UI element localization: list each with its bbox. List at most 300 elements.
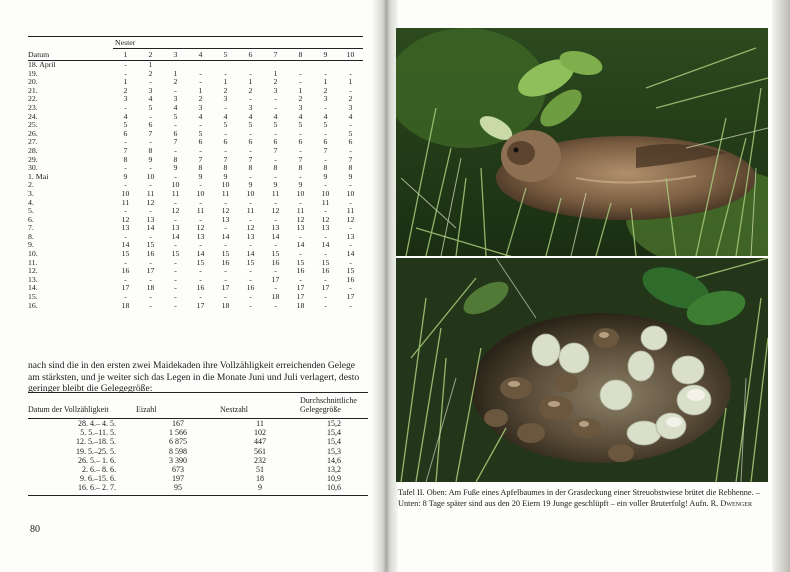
egg-total-cell: 8 598 <box>169 446 187 456</box>
egg-count-cell: 3 <box>273 85 278 95</box>
egg-count-cell: 5 <box>223 120 228 130</box>
egg-count-cell: - <box>299 274 302 284</box>
nest-total-cell: 102 <box>254 428 266 438</box>
nest-number-header: 6 <box>248 50 253 59</box>
egg-count-cell: - <box>224 197 227 207</box>
egg-count-cell: 11 <box>271 188 280 198</box>
egg-count-cell: - <box>224 274 227 284</box>
egg-count-cell: - <box>249 171 252 181</box>
egg-count-cell: - <box>274 283 277 293</box>
egg-count-cell: 9 <box>273 180 278 190</box>
col-header-eggs: Eizahl <box>136 393 220 419</box>
egg-count-cell: - <box>199 292 202 302</box>
blank-header-cell <box>28 37 113 49</box>
nest-egg-table <box>28 36 363 310</box>
date-cell: 15. <box>28 292 38 302</box>
egg-count-cell: 7 <box>248 154 253 164</box>
egg-count-cell: - <box>249 266 252 276</box>
egg-count-cell: 15 <box>346 266 355 276</box>
left-page <box>0 0 372 572</box>
egg-count-cell: 9 <box>148 154 153 164</box>
egg-count-cell: 10 <box>121 188 130 198</box>
table-row <box>28 147 363 156</box>
date-cell: 25. <box>28 120 38 130</box>
egg-count-cell: 14 <box>296 240 305 250</box>
egg-count-cell: 7 <box>223 154 228 164</box>
egg-count-cell: 16 <box>221 257 230 267</box>
egg-count-cell: 4 <box>298 111 303 121</box>
egg-count-cell: 17 <box>321 283 330 293</box>
egg-count-cell: - <box>199 197 202 207</box>
egg-count-cell: 6 <box>148 120 153 130</box>
egg-count-cell: - <box>174 214 177 224</box>
nest-total-cell: 18 <box>256 474 264 484</box>
table-row <box>28 284 363 293</box>
table-row <box>28 447 368 456</box>
egg-count-cell: - <box>149 292 152 302</box>
date-cell: 5. <box>28 206 34 216</box>
egg-count-cell: 14 <box>221 231 230 241</box>
egg-count-cell: - <box>149 180 152 190</box>
egg-count-cell: - <box>324 292 327 302</box>
clutch-size-table <box>28 392 368 496</box>
egg-count-cell: - <box>124 163 127 173</box>
egg-total-cell: 95 <box>136 483 220 495</box>
egg-count-cell: 14 <box>246 249 255 259</box>
egg-total-cell: 197 <box>172 474 184 484</box>
egg-count-cell: 3 <box>323 94 328 104</box>
date-cell: 29. <box>28 154 38 164</box>
egg-count-cell: 8 <box>223 163 228 173</box>
egg-count-cell: 11 <box>146 188 155 198</box>
date-cell: 24. <box>28 111 38 121</box>
table-row <box>28 302 363 311</box>
egg-count-cell: 15 <box>171 249 180 259</box>
egg-count-cell: 4 <box>123 111 128 121</box>
egg-count-cell: - <box>224 102 227 112</box>
egg-count-cell: 16 <box>321 266 330 276</box>
egg-count-cell: 6 <box>123 128 128 138</box>
egg-count-cell: 8 <box>248 163 253 173</box>
period-cell: 28. 4.– 4. 5. <box>78 419 116 428</box>
table-row <box>28 104 363 113</box>
egg-count-cell: 12 <box>146 197 155 207</box>
egg-count-cell: - <box>349 120 352 130</box>
date-cell: 8. <box>28 231 34 241</box>
nest-total-cell: 11 <box>256 419 264 428</box>
egg-count-cell: - <box>324 180 327 190</box>
egg-count-cell: 15 <box>296 257 305 267</box>
egg-count-cell: 12 <box>246 223 255 233</box>
egg-count-cell: 2 <box>123 85 128 95</box>
egg-count-cell: 6 <box>298 137 303 147</box>
plate-caption <box>398 488 770 509</box>
table-row <box>28 419 368 429</box>
nest-number-header: 3 <box>173 50 178 59</box>
avg-clutch-cell: 14,6 <box>327 455 341 465</box>
egg-count-cell: 12 <box>171 206 180 216</box>
table-row <box>28 173 363 182</box>
egg-count-cell: - <box>174 257 177 267</box>
egg-count-cell: 2 <box>223 85 228 95</box>
egg-count-cell: - <box>324 154 327 164</box>
egg-count-cell: 1 <box>248 77 253 87</box>
egg-count-cell: - <box>199 145 202 155</box>
egg-count-cell: 3 <box>348 102 353 112</box>
table-row <box>28 224 363 233</box>
egg-count-cell: 11 <box>346 206 355 216</box>
egg-count-cell: - <box>174 292 177 302</box>
egg-count-cell: 1 <box>323 77 328 87</box>
date-cell: 23. <box>28 102 38 112</box>
photo-top-brooding-hen <box>396 28 768 256</box>
egg-count-cell: - <box>224 128 227 138</box>
egg-count-cell: 15 <box>321 257 330 267</box>
egg-count-cell: 1 <box>123 77 128 87</box>
egg-count-cell: 1 <box>173 68 178 78</box>
egg-count-cell: 18 <box>296 300 305 310</box>
egg-count-cell: - <box>174 197 177 207</box>
egg-total-cell: 1 566 <box>169 428 187 438</box>
egg-count-cell: 16 <box>121 266 130 276</box>
table-row <box>28 241 363 250</box>
date-cell: 2. <box>28 180 34 190</box>
nest-total-cell: 447 <box>254 437 266 447</box>
period-cell: 5. 5.–11. 5. <box>80 428 116 438</box>
period-cell: 26. 5.– 1. 6. <box>78 455 116 465</box>
egg-count-cell: 1 <box>198 85 203 95</box>
egg-count-cell: - <box>149 137 152 147</box>
egg-count-cell: - <box>349 300 352 310</box>
egg-count-cell: 16 <box>271 257 280 267</box>
egg-count-cell: 4 <box>273 111 278 121</box>
egg-count-cell: 15 <box>271 249 280 259</box>
egg-count-cell: - <box>274 171 277 181</box>
egg-count-cell: - <box>349 283 352 293</box>
page-number: 80 <box>30 524 40 535</box>
egg-count-cell: 18 <box>121 300 130 310</box>
egg-count-cell: - <box>199 266 202 276</box>
egg-count-cell: 14 <box>271 231 280 241</box>
egg-count-cell: 12 <box>221 206 230 216</box>
egg-count-cell: - <box>149 77 152 87</box>
egg-count-cell: 4 <box>248 111 253 121</box>
egg-count-cell: 11 <box>171 188 180 198</box>
egg-count-cell: 7 <box>148 128 153 138</box>
egg-count-cell: 13 <box>346 231 355 241</box>
egg-count-cell: 2 <box>348 94 353 104</box>
egg-count-cell: 8 <box>298 163 303 173</box>
egg-count-cell: 8 <box>273 163 278 173</box>
egg-count-cell: 17 <box>196 300 205 310</box>
egg-count-cell: 2 <box>273 77 278 87</box>
photo-bottom-hatched-chicks <box>396 258 768 482</box>
egg-count-cell: 12 <box>321 214 330 224</box>
egg-count-cell: - <box>224 145 227 155</box>
egg-count-cell: 13 <box>146 214 155 224</box>
date-cell: 28. <box>28 145 38 155</box>
egg-count-cell: 6 <box>173 128 178 138</box>
table-row <box>28 207 363 216</box>
egg-count-cell: - <box>199 240 202 250</box>
egg-count-cell: - <box>299 197 302 207</box>
egg-count-cell: 5 <box>123 120 128 130</box>
egg-count-cell: - <box>149 206 152 216</box>
egg-count-cell: 16 <box>246 283 255 293</box>
egg-count-cell: - <box>324 102 327 112</box>
egg-count-cell: 6 <box>323 137 328 147</box>
egg-count-cell: 12 <box>296 214 305 224</box>
egg-count-cell: 1 <box>298 85 303 95</box>
egg-count-cell: 15 <box>121 249 130 259</box>
egg-count-cell: 8 <box>348 163 353 173</box>
egg-count-cell: 3 <box>123 94 128 104</box>
avg-clutch-cell: 15,3 <box>327 446 341 456</box>
date-cell: 7. <box>28 223 34 233</box>
date-cell: 3. <box>28 188 34 198</box>
egg-count-cell: - <box>199 180 202 190</box>
egg-count-cell: 1 <box>148 60 153 69</box>
caption-text: Oben: Am Fuße eines Apfelbaumes in der Grasdeckung einer Streuobstwiese brütet die Rebhenne. – Unten: 8 Tage später sind aus den 20 Eiern 19 Junge geschlüpft – ein voller Bruterfolg! Aufn. <box>398 488 760 508</box>
egg-count-cell: 3 <box>223 94 228 104</box>
egg-count-cell: - <box>124 231 127 241</box>
date-cell: 6. <box>28 214 34 224</box>
egg-count-cell: 16 <box>346 274 355 284</box>
egg-count-cell: 14 <box>121 240 130 250</box>
egg-count-cell: 4 <box>323 111 328 121</box>
egg-count-cell: 14 <box>146 223 155 233</box>
egg-count-cell: 4 <box>148 94 153 104</box>
egg-count-cell: 2 <box>298 94 303 104</box>
nest-total-cell: 9 <box>220 483 300 495</box>
egg-count-cell: 18 <box>221 300 230 310</box>
egg-count-cell: 15 <box>146 240 155 250</box>
egg-count-cell: - <box>149 231 152 241</box>
clutch-table-body <box>28 419 368 496</box>
egg-count-cell: 12 <box>346 214 355 224</box>
table-row <box>28 474 368 483</box>
egg-count-cell: - <box>174 266 177 276</box>
egg-count-cell: 8 <box>148 145 153 155</box>
egg-count-cell: 5 <box>148 102 153 112</box>
egg-count-cell: 5 <box>323 120 328 130</box>
egg-count-cell: 10 <box>171 180 180 190</box>
egg-count-cell: 3 <box>298 102 303 112</box>
egg-count-cell: 11 <box>246 206 255 216</box>
egg-count-cell: - <box>324 231 327 241</box>
egg-count-cell: - <box>199 214 202 224</box>
egg-count-cell: 6 <box>198 137 203 147</box>
egg-count-cell: - <box>174 283 177 293</box>
egg-count-cell: 10 <box>196 188 205 198</box>
egg-count-cell: - <box>274 94 277 104</box>
egg-count-cell: 14 <box>196 249 205 259</box>
egg-count-cell: 3 <box>148 85 153 95</box>
period-cell: 19. 5.–25. 5. <box>76 446 116 456</box>
table-row <box>28 428 368 437</box>
egg-count-cell: 13 <box>246 231 255 241</box>
egg-count-cell: - <box>324 274 327 284</box>
date-cell: 14. <box>28 283 38 293</box>
photographer-credit: R. Dwenger <box>710 498 752 508</box>
egg-count-cell: - <box>224 240 227 250</box>
egg-count-cell: 13 <box>121 223 130 233</box>
egg-count-cell: 6 <box>273 137 278 147</box>
egg-count-cell: 17 <box>146 266 155 276</box>
egg-count-cell: - <box>299 231 302 241</box>
table-row <box>28 437 368 446</box>
table-row <box>28 164 363 173</box>
egg-count-cell: 17 <box>271 274 280 284</box>
nest-number-header: 8 <box>298 50 303 59</box>
egg-count-cell: - <box>249 128 252 138</box>
egg-count-cell: 13 <box>221 214 230 224</box>
table-row <box>28 95 363 104</box>
table-row <box>28 78 363 87</box>
egg-count-cell: - <box>324 206 327 216</box>
egg-count-cell: - <box>149 274 152 284</box>
egg-count-cell: 5 <box>298 120 303 130</box>
egg-count-cell: 12 <box>271 206 280 216</box>
egg-count-cell: - <box>149 111 152 121</box>
egg-count-cell: - <box>324 300 327 310</box>
egg-count-cell: 7 <box>348 154 353 164</box>
egg-count-cell: 4 <box>223 111 228 121</box>
date-cell: 16. <box>28 300 38 310</box>
table-row <box>28 233 363 242</box>
date-cell: 13. <box>28 274 38 284</box>
egg-count-cell: 8 <box>173 154 178 164</box>
table-row <box>28 199 363 208</box>
egg-count-cell: - <box>274 102 277 112</box>
egg-count-cell: 17 <box>346 292 355 302</box>
egg-count-cell: - <box>349 257 352 267</box>
book-gutter <box>372 0 398 572</box>
egg-count-cell: 11 <box>221 188 230 198</box>
egg-count-cell: - <box>274 128 277 138</box>
table-row <box>28 87 363 96</box>
egg-count-cell: 17 <box>121 283 130 293</box>
egg-count-cell: 9 <box>298 180 303 190</box>
egg-count-cell: - <box>249 274 252 284</box>
nest-number-header: 5 <box>223 50 228 59</box>
egg-count-cell: - <box>324 249 327 259</box>
egg-count-cell: 6 <box>223 137 228 147</box>
table-row <box>28 121 363 130</box>
egg-count-cell: 8 <box>323 163 328 173</box>
egg-count-cell: - <box>249 292 252 302</box>
egg-count-cell: 11 <box>321 197 330 207</box>
egg-count-cell: 2 <box>148 68 153 78</box>
egg-count-cell: - <box>299 249 302 259</box>
egg-count-cell: 7 <box>298 154 303 164</box>
period-cell: 16. 6.– 2. 7. <box>28 483 136 495</box>
egg-count-cell: - <box>299 145 302 155</box>
date-cell: 22. <box>28 94 38 104</box>
nest-total-cell: 232 <box>254 455 266 465</box>
table-row <box>28 181 363 190</box>
table-row <box>28 70 363 79</box>
avg-clutch-cell: 15,4 <box>327 437 341 447</box>
egg-count-cell: 3 <box>198 102 203 112</box>
egg-count-cell: - <box>174 145 177 155</box>
egg-count-cell: 5 <box>273 120 278 130</box>
egg-count-cell: - <box>349 223 352 233</box>
egg-count-cell: 7 <box>273 145 278 155</box>
egg-count-cell: 9 <box>348 171 353 181</box>
egg-count-cell: - <box>274 266 277 276</box>
egg-count-cell: - <box>349 145 352 155</box>
nest-number-header: 10 <box>346 50 355 59</box>
egg-count-cell: 7 <box>173 137 178 147</box>
table-row <box>28 276 363 285</box>
egg-count-cell: - <box>249 240 252 250</box>
egg-count-cell: - <box>349 68 352 78</box>
egg-count-cell: 6 <box>348 137 353 147</box>
egg-count-cell: - <box>124 102 127 112</box>
egg-count-cell: 11 <box>196 206 205 216</box>
egg-count-cell: - <box>274 154 277 164</box>
egg-count-cell: 1 <box>348 77 353 87</box>
egg-count-cell: - <box>124 292 127 302</box>
egg-count-cell: 10 <box>146 171 155 181</box>
egg-count-cell: - <box>174 240 177 250</box>
egg-count-cell: 17 <box>221 283 230 293</box>
date-cell: 9. <box>28 240 34 250</box>
egg-count-cell: 4 <box>348 111 353 121</box>
date-cell: 1. Mai <box>28 171 49 181</box>
egg-count-cell: 18 <box>146 283 155 293</box>
egg-count-cell: 2 <box>248 85 253 95</box>
egg-count-cell: - <box>199 77 202 87</box>
egg-count-cell: 12 <box>121 214 130 224</box>
egg-count-cell: 14 <box>171 231 180 241</box>
egg-count-cell: - <box>199 68 202 78</box>
page-edge <box>772 0 790 572</box>
egg-count-cell: 15 <box>246 257 255 267</box>
egg-count-cell: 5 <box>198 128 203 138</box>
egg-count-cell: 9 <box>198 171 203 181</box>
egg-count-cell: 3 <box>173 94 178 104</box>
egg-count-cell: - <box>249 197 252 207</box>
egg-count-cell: - <box>249 68 252 78</box>
date-cell: 11. <box>28 257 38 267</box>
egg-count-cell: - <box>349 180 352 190</box>
egg-total-cell: 3 390 <box>169 455 187 465</box>
egg-count-cell: - <box>224 292 227 302</box>
nest-number-header: 1 <box>123 50 128 59</box>
egg-count-cell: - <box>224 223 227 233</box>
egg-count-cell: 6 <box>248 137 253 147</box>
egg-count-cell: 7 <box>323 145 328 155</box>
egg-count-cell: 7 <box>198 154 203 164</box>
nester-header: Nester <box>113 37 363 49</box>
egg-count-cell: 16 <box>296 266 305 276</box>
table-row <box>28 138 363 147</box>
egg-count-cell: - <box>299 68 302 78</box>
egg-count-cell: - <box>124 274 127 284</box>
egg-count-cell: 14 <box>321 240 330 250</box>
egg-count-cell: - <box>174 274 177 284</box>
egg-count-cell: - <box>299 171 302 181</box>
egg-count-cell: 4 <box>198 111 203 121</box>
date-cell: 19. <box>28 68 38 78</box>
egg-count-cell: - <box>124 60 127 69</box>
nest-number-header: 9 <box>323 50 328 59</box>
egg-count-cell: - <box>124 180 127 190</box>
date-cell: 21. <box>28 85 38 95</box>
egg-count-cell: - <box>174 171 177 181</box>
